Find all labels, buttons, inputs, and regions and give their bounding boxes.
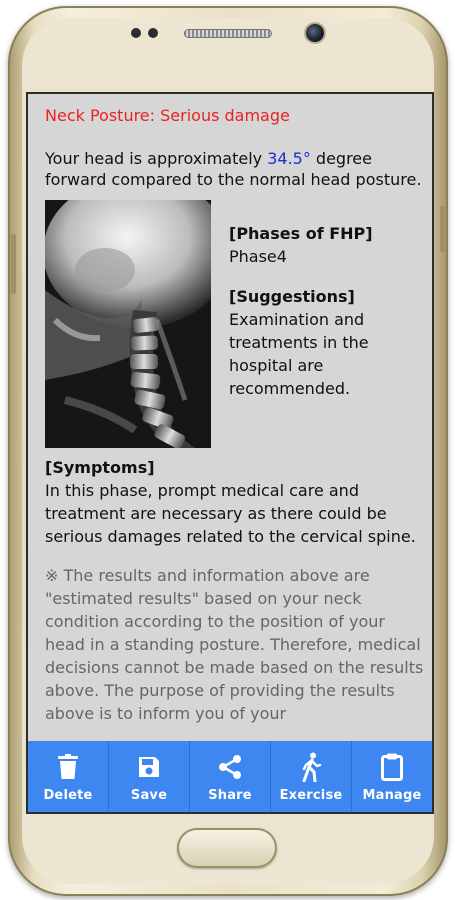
floppy-disk-icon [134,752,164,782]
delete-label: Delete [43,788,93,803]
suggestions-heading: [Suggestions] [229,287,355,306]
share-button[interactable] [190,741,271,812]
xray-section [45,200,425,450]
share-label: Share [208,788,252,803]
neck-xray-image [45,200,211,448]
exercise-button[interactable] [271,741,352,812]
earpiece-speaker [184,29,272,38]
front-camera [306,24,324,42]
posture-status-title: Neck Posture: Serious damage [45,106,290,125]
trash-icon [53,752,83,782]
suggestions-text: Examination and treatments in the hospital are recommended. [229,310,369,398]
volume-button [11,234,16,294]
power-button [440,206,445,252]
disclaimer-text: ※ The results and information above are "estimated results" based on your neck condition according to the position of your head in a standing posture. Therefore, medical decisions cannot be made based on the results above. The purpose of providing the results above is to inform you of your [45,566,424,723]
angle-description [45,148,425,190]
bottom-toolbar [28,741,432,812]
phases-heading: [Phases of FHP] [229,224,373,243]
intro-prefix: Your head is approximately [45,149,268,168]
proximity-sensor [131,28,141,38]
app-screen [28,94,432,812]
save-label: Save [130,788,168,803]
manage-label: Manage [362,788,422,803]
walking-person-icon [296,752,326,782]
symptoms-section [45,456,425,548]
phase-summary [229,222,419,400]
save-button[interactable] [109,741,190,812]
angle-value: 34.5° [267,149,311,168]
symptoms-text: In this phase, prompt medical care and treatment are necessary as there could be serious damages related to the cervical spine. [45,481,416,546]
delete-button[interactable] [28,741,109,812]
result-content [45,102,425,725]
intro-suffix: degree forward compared to the normal head posture. [45,149,422,189]
share-icon [215,752,245,782]
clipboard-icon [377,752,407,782]
home-button[interactable] [177,828,277,868]
phase-value: Phase4 [229,247,287,266]
exercise-label: Exercise [279,788,343,803]
light-sensor [148,28,158,38]
manage-button[interactable] [352,741,432,812]
symptoms-heading: [Symptoms] [45,458,155,477]
